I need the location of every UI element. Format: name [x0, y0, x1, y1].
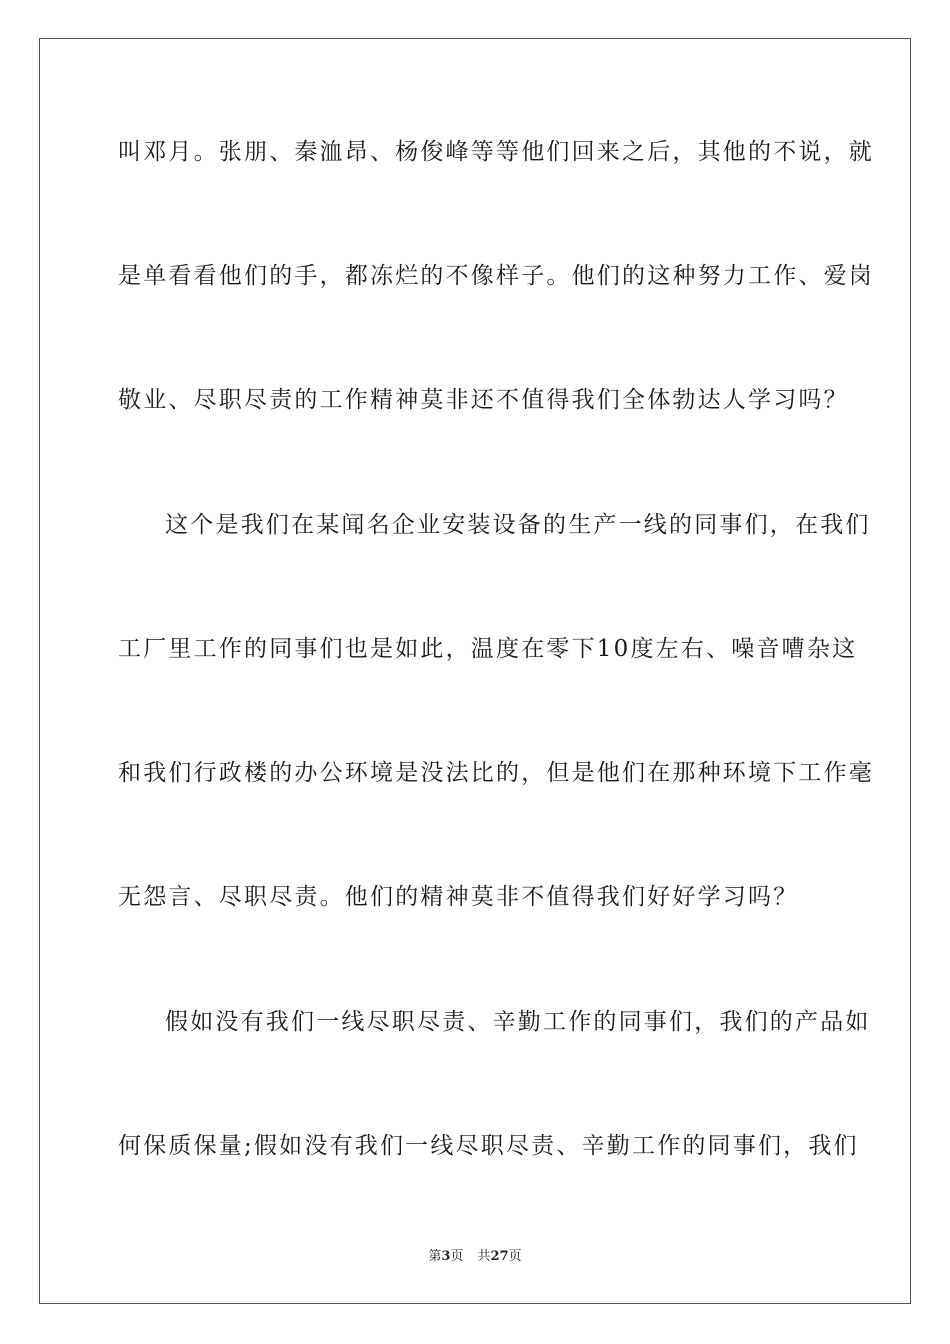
page-total: 27: [490, 1249, 509, 1264]
page-border: [39, 38, 911, 1304]
paragraph-line: 工厂里工作的同事们也是如此，温度在零下10度左右、噪音嘈杂这: [118, 636, 858, 662]
paragraph-line: 叫邓月。张朋、秦洫昂、杨俊峰等等他们回来之后，其他的不说，就: [118, 139, 874, 165]
total-prefix: 共: [477, 1249, 491, 1264]
paragraph-line: 这个是我们在某闻名企业安装设备的生产一线的同事们，在我们: [165, 512, 871, 538]
page-footer: [0, 1248, 950, 1266]
page-suffix: 页: [450, 1249, 464, 1264]
paragraph-line: 何保质保量;假如没有我们一线尽职尽责、辛勤工作的同事们，我们: [118, 1133, 859, 1159]
page-current: 3: [441, 1249, 451, 1264]
page-prefix: 第: [428, 1249, 442, 1264]
paragraph-line: 无怨言、尽职尽责。他们的精神莫非不值得我们好好学习吗？: [118, 884, 799, 910]
paragraph-line: 假如没有我们一线尽职尽责、辛勤工作的同事们，我们的产品如: [165, 1009, 871, 1035]
paragraph-line: 敬业、尽职尽责的工作精神莫非还不值得我们全体勃达人学习吗？: [118, 387, 849, 413]
total-suffix: 页: [508, 1249, 522, 1264]
paragraph-line: 是单看看他们的手，都冻烂的不像样子。他们的这种努力工作、爱岗: [118, 263, 874, 289]
paragraph-line: 和我们行政楼的办公环境是没法比的，但是他们在那种环境下工作毫: [118, 760, 874, 786]
